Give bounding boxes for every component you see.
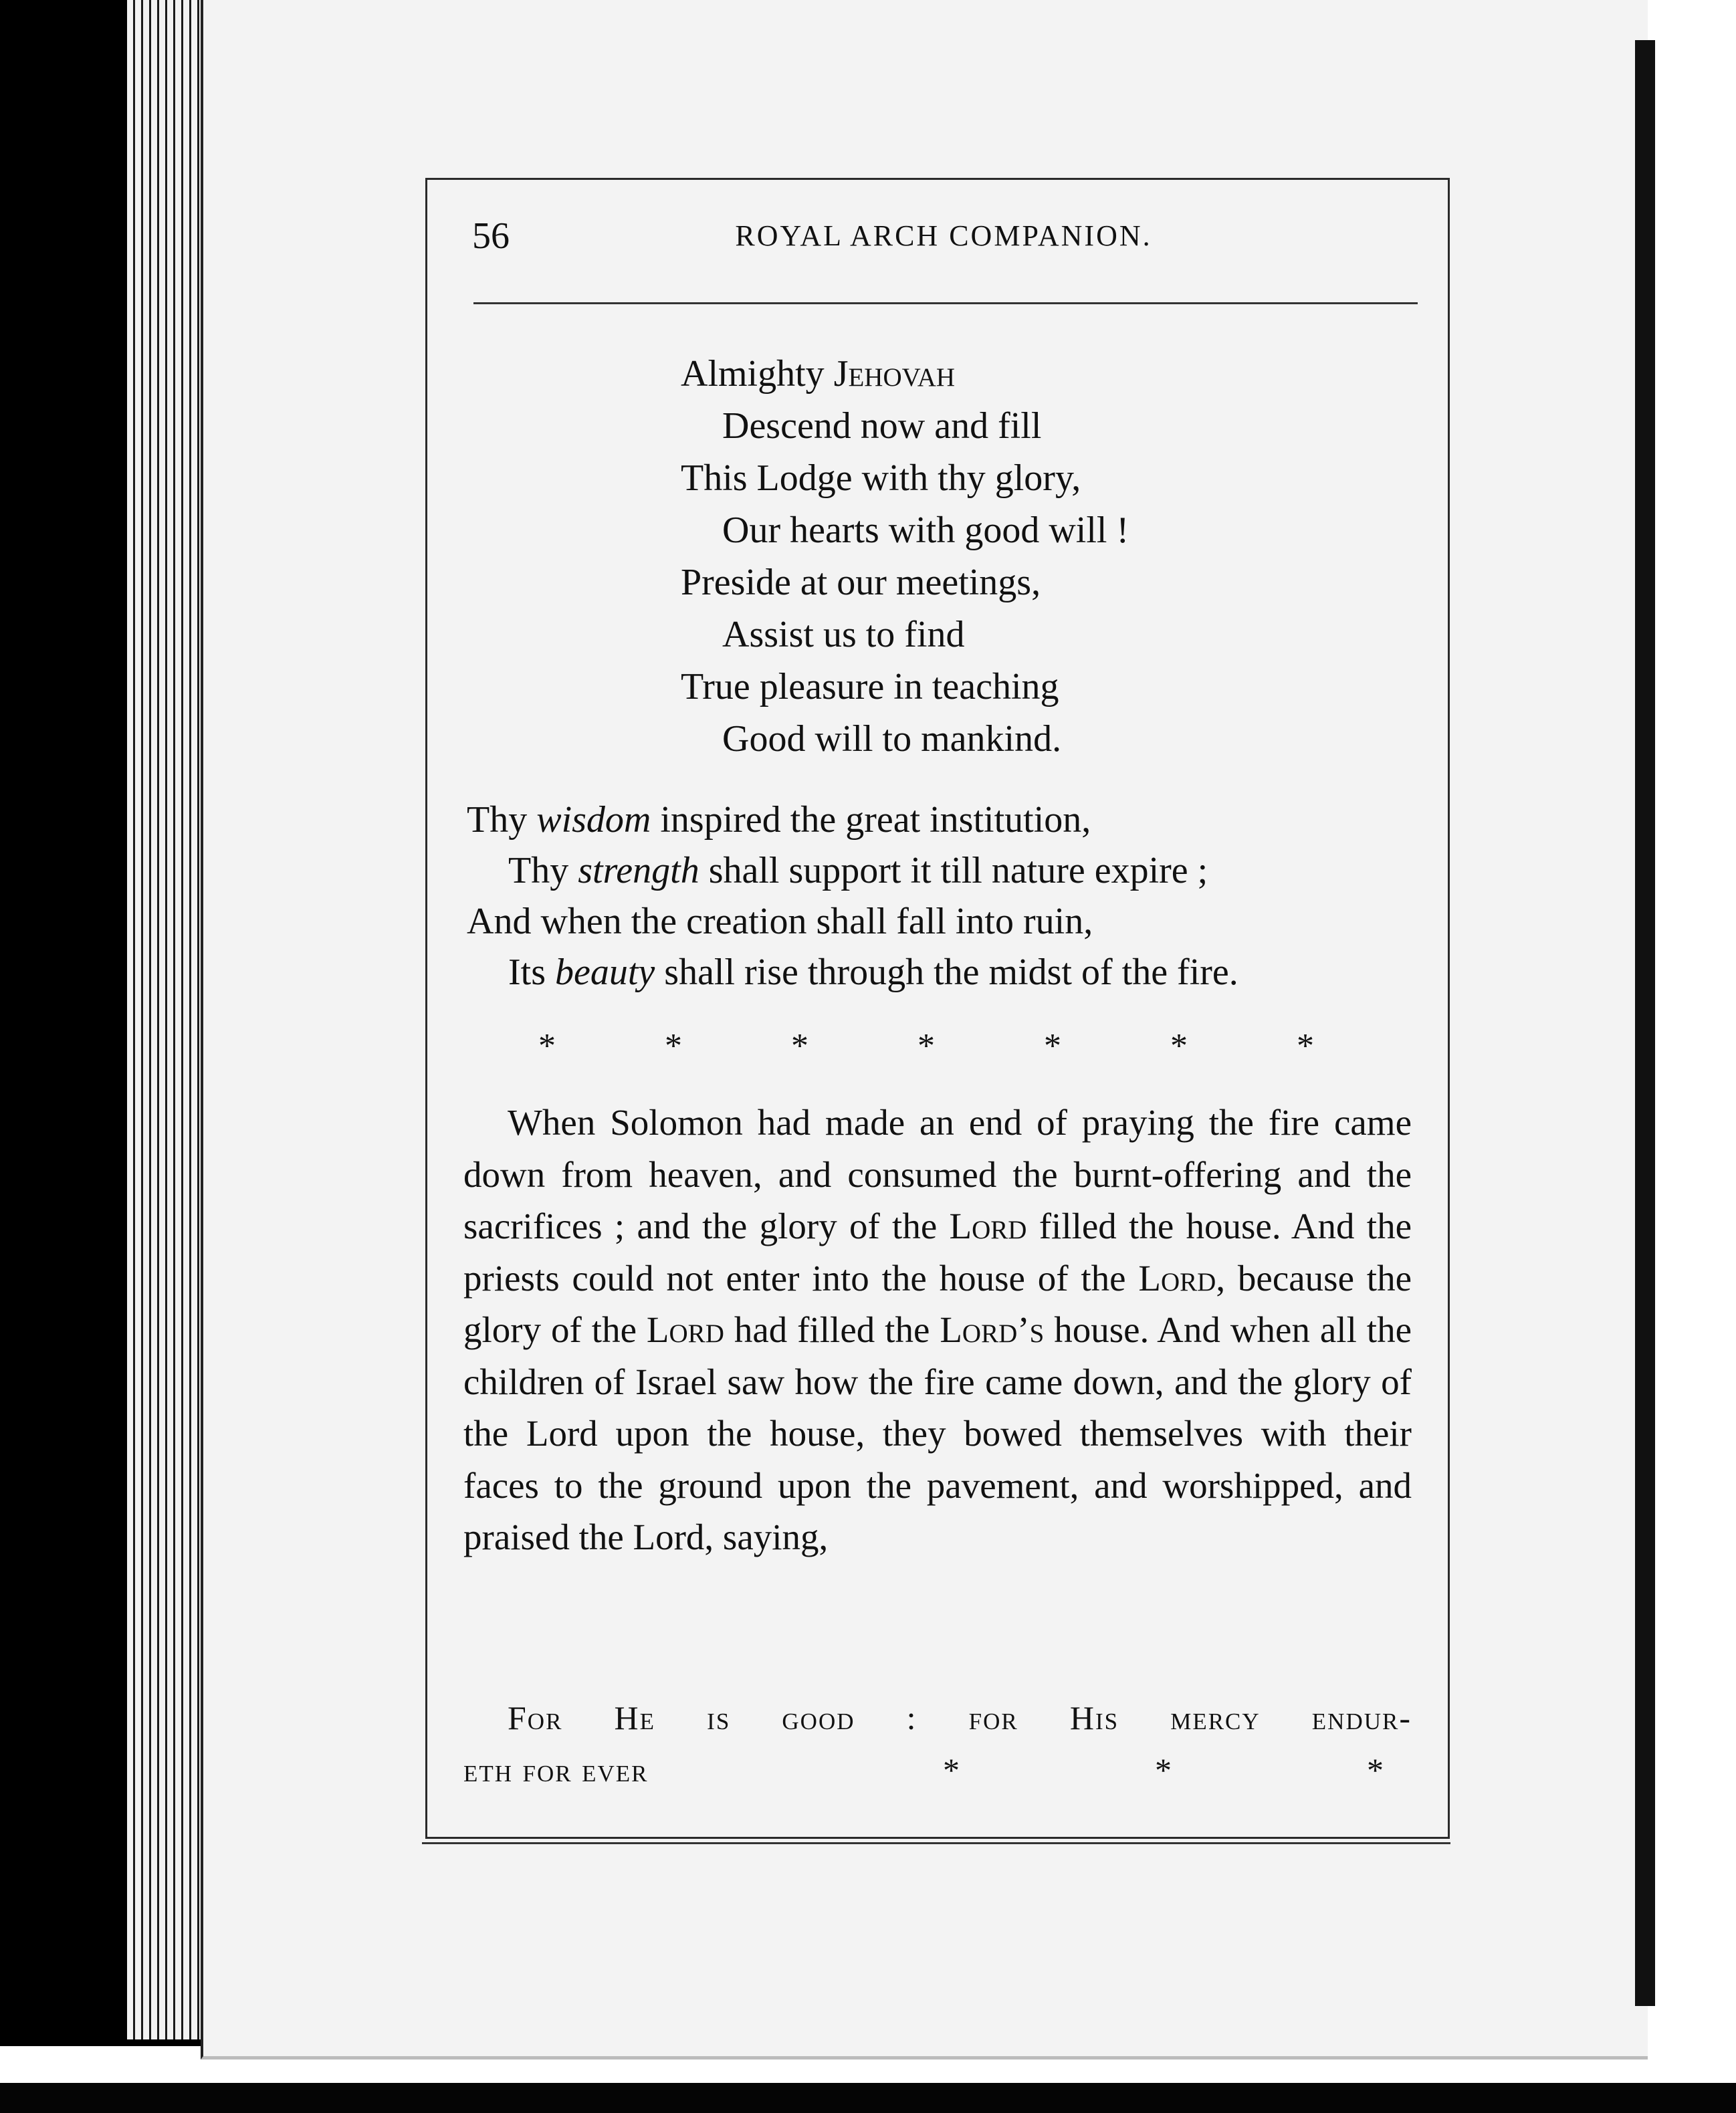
prose-text: , because the glory of the: [463, 1257, 1412, 1350]
asterisk: *: [1297, 1027, 1314, 1065]
asterisk: *: [1044, 1027, 1061, 1065]
frame-shadow-line: [422, 1842, 1450, 1844]
verse-line: Preside at our meetings,: [681, 562, 1041, 603]
refrain-asterisks: [943, 1744, 1412, 1796]
wisdom-italic: wisdom: [536, 799, 651, 841]
prose-text: had filled the: [724, 1309, 940, 1350]
header-rule: [473, 302, 1418, 304]
verse-text: Its: [508, 952, 555, 993]
prose-text: When Solomon had made an end of praying the fire came down from heaven, and consumed the burnt-offering and the sacrifices ; and the glory of the: [463, 1102, 1412, 1246]
verse-text: Thy: [467, 799, 537, 841]
verse-one: [681, 348, 1129, 765]
asterisk: *: [1367, 1751, 1385, 1789]
verse-line: [467, 947, 1238, 998]
verse-text: shall rise through the midst of the fire.: [655, 952, 1238, 993]
page-number: 56: [472, 215, 510, 257]
asterisk: *: [917, 1027, 935, 1065]
verse-text: inspired the great institution,: [651, 799, 1091, 841]
verse-two: [467, 794, 1238, 998]
asterisk: *: [538, 1027, 556, 1065]
facing-page: [1655, 0, 1736, 2113]
gutter-shadow: [1635, 40, 1655, 2006]
scan-border: [0, 2083, 1736, 2113]
verse-text: shall support it till nature expire ;: [699, 850, 1208, 891]
verse-line: True pleasure in teaching: [681, 666, 1059, 707]
prose-text: house. And when all the children of Israel saw how the fire came down, and the glory of the Lord upon the house, they bowed themselves with their faces to the ground upon the pavement, and worshipped, and praised the Lord, saying,: [463, 1309, 1412, 1557]
asterisk: *: [1155, 1751, 1173, 1789]
verse-line: Our hearts with good will !: [722, 510, 1129, 551]
refrain-line-1: For He is good : for His mercy endur-: [508, 1699, 1412, 1737]
running-title: ROYAL ARCH COMPANION.: [735, 219, 1152, 252]
verse-text: Thy: [508, 850, 578, 891]
verse-line: This Lodge with thy glory,: [681, 457, 1081, 499]
asterisk: *: [943, 1751, 961, 1789]
lord-small-caps: Lord: [646, 1309, 724, 1350]
verse-line: [467, 845, 1238, 896]
verse-line: Good will to mankind.: [722, 718, 1062, 760]
verse-line: [467, 794, 1238, 845]
closing-refrain: [463, 1692, 1412, 1796]
asterism-separator: [538, 1023, 1314, 1070]
verse-line: And when the creation shall fall into ruin,: [467, 901, 1093, 942]
refrain-text: eth for ever: [463, 1751, 649, 1789]
asterisk: *: [791, 1027, 808, 1065]
asterisk: *: [1170, 1027, 1188, 1065]
verse-line: [681, 348, 1129, 400]
asterisk: *: [665, 1027, 682, 1065]
page-header: [472, 213, 1415, 259]
verse-line: Descend now and fill: [722, 405, 1042, 447]
lord-small-caps: Lord: [949, 1206, 1027, 1246]
prose-paragraph: [463, 1097, 1412, 1563]
prose-text: filled the house. And the priests could not enter into the house of the: [463, 1206, 1412, 1299]
strength-italic: strength: [578, 850, 699, 891]
refrain-line-2: [463, 1744, 1412, 1796]
lord-small-caps: Lord: [1138, 1257, 1216, 1299]
lords-small-caps: Lord’s: [940, 1309, 1045, 1350]
verse-text: Almighty: [681, 353, 834, 395]
jehovah-small-caps: Jehovah: [833, 353, 956, 395]
verse-line: Assist us to find: [722, 614, 965, 655]
beauty-italic: beauty: [555, 952, 655, 993]
